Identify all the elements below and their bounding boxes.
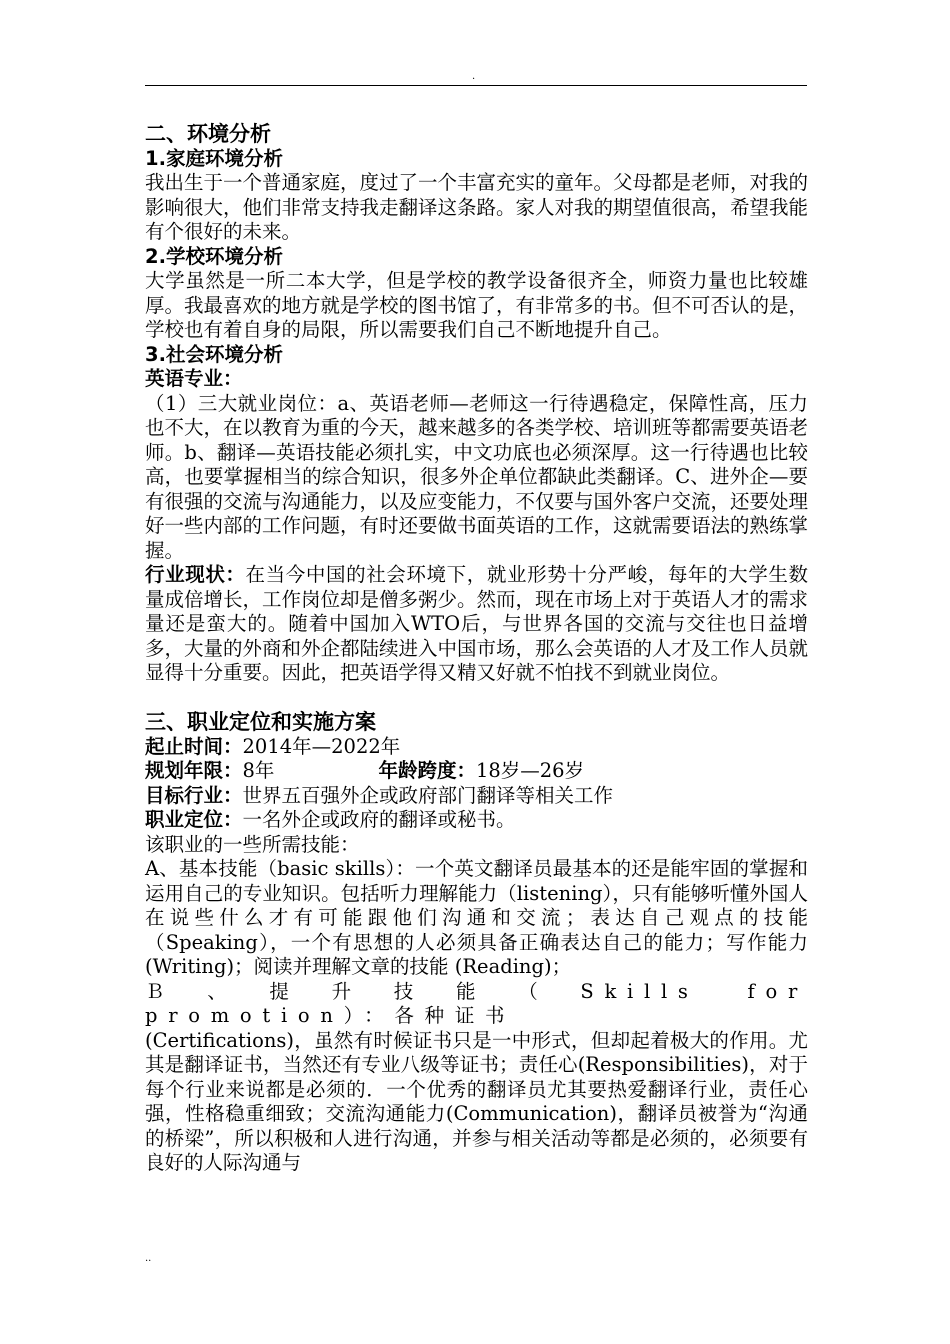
years-row — [145, 759, 808, 784]
header-mark: . — [472, 71, 476, 82]
section-3-title: 三、职业定位和实施方案 — [145, 710, 376, 734]
family-text: 我出生于一个普通家庭，度过了一个丰富充实的童年。父母都是老师，对我的影响很大，他们非常支持我走翻译这条路。家人对我的期望值很高，希望我能有个很好的未来。 — [145, 171, 809, 243]
industry-paragraph — [145, 563, 808, 686]
years-value: 8年 — [242, 759, 275, 782]
position-value: 一名外企或政府的翻译或秘书。 — [242, 808, 516, 831]
footer-mark: .. — [145, 1253, 152, 1264]
jobs-text: （1）三大就业岗位：a、英语老师—老师这一行待遇稳定，保障性高，压力也不大，在以教育为重的今天，越来越多的各类学校、培训班等都需要英语老师。b、翻译—英语技能必须扎实，中文功底也必须深厚。这一行待遇也比较高，也要掌握相当的综合知识，很多外企单位都缺此类翻译。C、进外企—要有很强的交流与沟通能力，以及应变能力，不仅要与国外客户交流，还要处理好一些内部的工作问题，有时还要做书面英语的工作，这就需要语法的熟练掌握。 — [145, 391, 809, 562]
skills-b-text: (Certifications)，虽然有时候证书只是一中形式，但却起着极大的作用。尤其是翻译证书，当然还有专业八级等证书；责任心(Responsibilities)，对于每个行业来说都是必须的．一个优秀的翻译员尤其要热爱翻译行业，责任心强，性格稳重细致；交流沟通能力(Communication)，翻译员被誉为“沟通的桥梁”，所以积极和人进行沟通，并参与相关活动等都是必须的，必须要有良好的人际沟通与 — [145, 1028, 808, 1174]
industry-status-text: 在当今中国的社会环境下，就业形势十分严峻，每年的大学生数量成倍增长，工作岗位却是僧多粥少。然而，现在市场上对于英语人才的需求量还是蛮大的。随着中国加入WTO后，与世界各国的交流与交往也日益增多，大量的外商和外企都陆续进入中国市场，那么会英语的人才及工作人员就显得十分重要。因此，把英语学得又精又好就不怕找不到就业岗位。 — [145, 563, 809, 684]
years-label: 规划年限： — [145, 759, 243, 782]
period-label: 起止时间： — [145, 734, 243, 758]
school-text: 大学虽然是一所二本大学，但是学校的教学设备很齐全，师资力量也比较雄厚。我最喜欢的地方就是学校的图书馆了，有非常多的书。但不可否认的是，学校也有着自身的局限，所以需要我们自己不断地提升自己。 — [145, 269, 809, 341]
period-value: 2014年—2022年 — [242, 734, 401, 758]
target-industry-row — [145, 784, 808, 809]
target-industry-value: 世界五百强外企或政府部门翻译等相关工作 — [242, 783, 614, 807]
age-label: 年龄跨度： — [378, 759, 476, 782]
section-2-title: 二、环境分析 — [145, 122, 271, 146]
school-heading: 2.学校环境分析 — [145, 244, 283, 268]
position-label: 职业定位： — [145, 808, 243, 831]
header-rule — [145, 85, 807, 86]
page-content — [145, 122, 808, 1176]
skills-intro: 该职业的一些所需技能： — [145, 832, 360, 856]
skills-b-lead: Ｂ、提升技能（Skills for promotion）：各种证书 — [145, 979, 808, 1027]
skills-a-text: A、基本技能（basic skills）：一个英文翻译员最基本的还是能牢固的掌握和运用自己的专业知识。包括听力理解能力（listening），只有能够听懂外国人在说些什么才有可能跟他们沟通和交流；表达自己观点的技能（Speaking），一个有思想的人必须具备正确表达自己的能力；写作能力 (Writing)；阅读并理解文章的技能 (Reading)； — [145, 857, 808, 978]
major-label: 英语专业： — [145, 367, 243, 390]
industry-status-label: 行业现状： — [145, 563, 246, 586]
position-row — [145, 808, 808, 833]
society-heading: 3.社会环境分析 — [145, 342, 283, 366]
age-value: 18岁—26岁 — [475, 759, 585, 782]
family-heading: 1.家庭环境分析 — [145, 146, 283, 170]
period-row — [145, 735, 808, 760]
target-industry-label: 目标行业： — [145, 783, 243, 807]
